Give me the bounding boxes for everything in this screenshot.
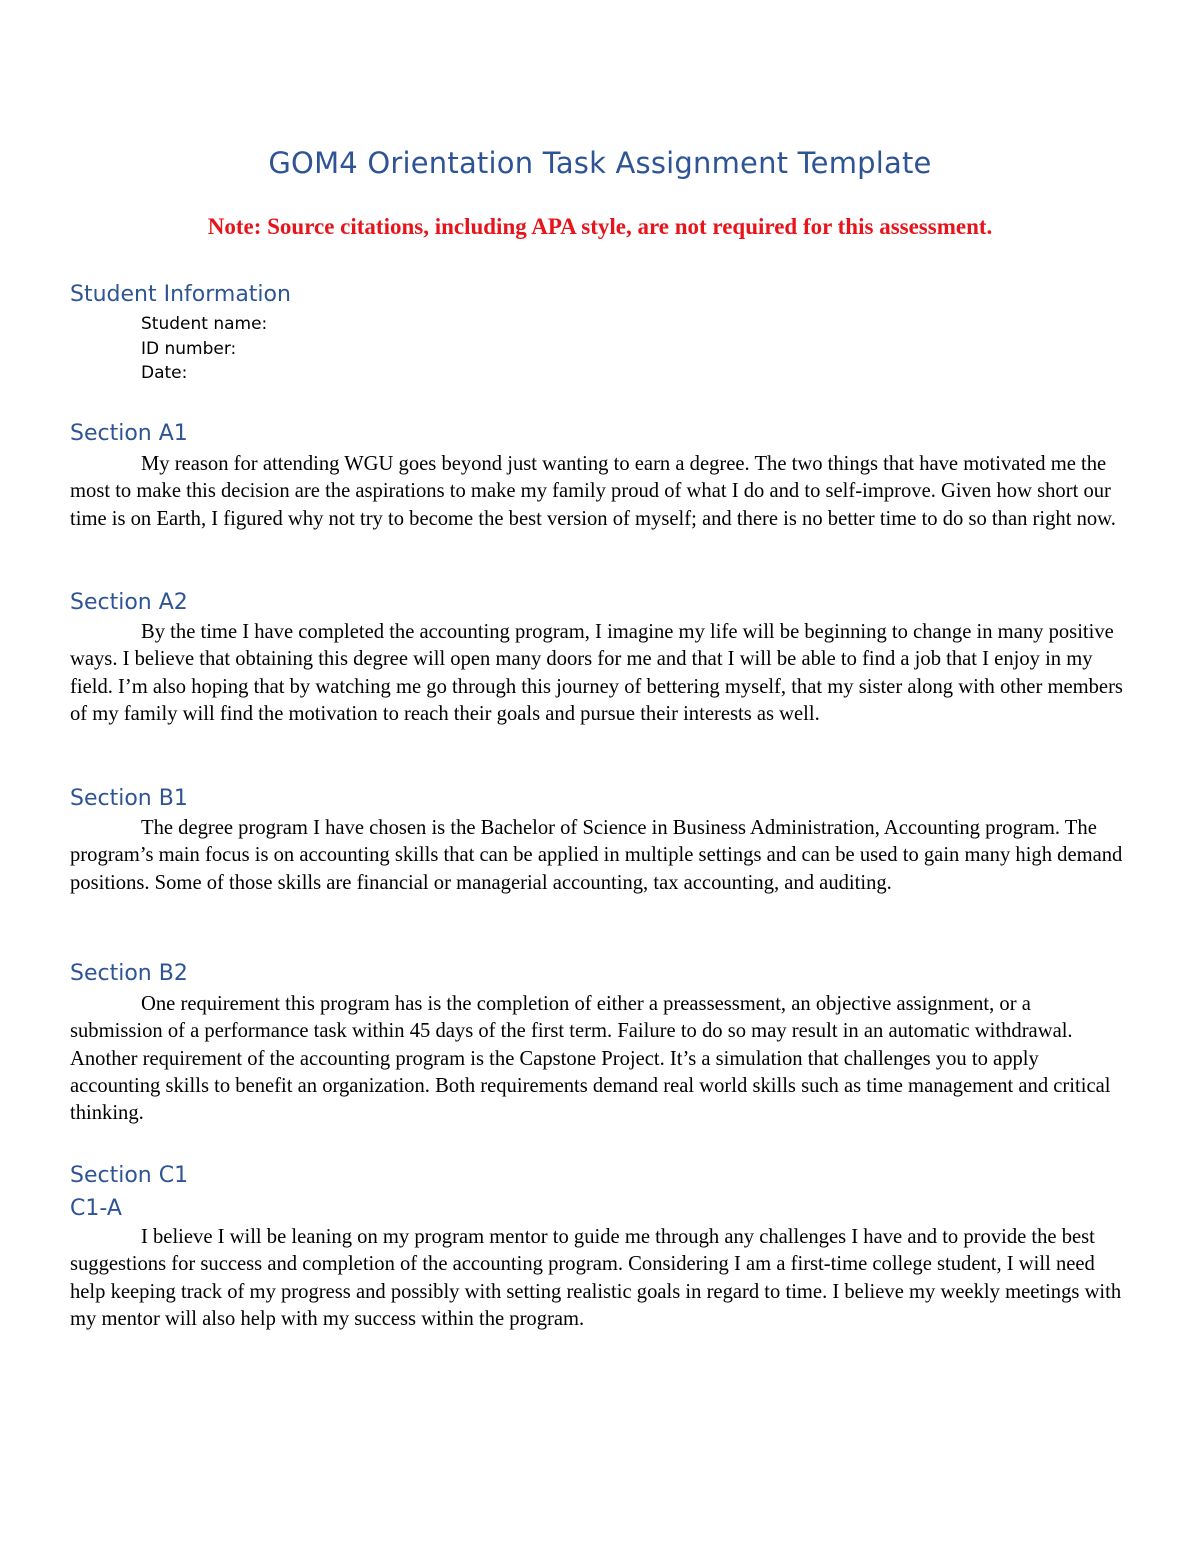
citation-note: Note: Source citations, including APA style, are not required for this assessment.	[207, 214, 993, 239]
section-b1-heading: Section B1	[70, 786, 188, 811]
section-a2-heading: Section A2	[70, 590, 188, 615]
section-c1-heading: Section C1	[70, 1163, 189, 1188]
student-information-fields	[141, 312, 267, 386]
section-b2-paragraph: One requirement this program has is the completion of either a preassessment, an objective assignment, or a submission of a performance task within 45 days of the first term. Failure to do so may result in an automatic withdrawal. Another requirement of the accounting program is the Capstone Project. It’s a simulation that challenges you to apply accounting skills to benefit an organization. Both requirements demand real world skills such as time management and critical thinking.	[70, 993, 1111, 1125]
student-name-label: Student name:	[141, 314, 268, 334]
section-b2-heading: Section B2	[70, 961, 188, 986]
section-a1-heading: Section A1	[70, 421, 188, 446]
date-label: Date:	[141, 363, 188, 383]
section-a1-paragraph: My reason for attending WGU goes beyond just wanting to earn a degree. The two things that have motivated me the most to make this decision are the aspirations to make my family proud of what I do and to self-improve. Given how short our time is on Earth, I figured why not try to become the best version of myself; and there is no better time to do so than right now.	[70, 453, 1116, 530]
id-number-label: ID number:	[141, 338, 237, 359]
student-information-heading: Student Information	[70, 282, 291, 307]
section-c1a-subheading: C1-A	[70, 1196, 122, 1221]
section-c1a-paragraph: I believe I will be leaning on my program mentor to guide me through any challenges I have and to provide the best suggestions for success and completion of the accounting program. Considering I am a first-time college student, I will need help keeping track of my progress and possibly with setting realistic goals in regard to time. I believe my weekly meetings with my mentor will also help with my success within the program.	[70, 1226, 1122, 1330]
section-b1-paragraph: The degree program I have chosen is the Bachelor of Science in Business Administration, Accounting program. The program’s main focus is on accounting skills that can be applied in multiple settings and can be used to gain many high demand positions. Some of those skills are financial or managerial accounting, tax accounting, and auditing.	[70, 817, 1123, 894]
document-title: GOM4 Orientation Task Assignment Template	[268, 146, 932, 180]
section-a2-paragraph: By the time I have completed the accounting program, I imagine my life will be beginning to change in many positive ways. I believe that obtaining this degree will open many doors for me and that I will be able to find a job that I enjoy in my field. I’m also hoping that by watching me go through this journey of bettering myself, that my sister along with other members of my family will find the motivation to reach their goals and pursue their interests as well.	[70, 621, 1123, 725]
